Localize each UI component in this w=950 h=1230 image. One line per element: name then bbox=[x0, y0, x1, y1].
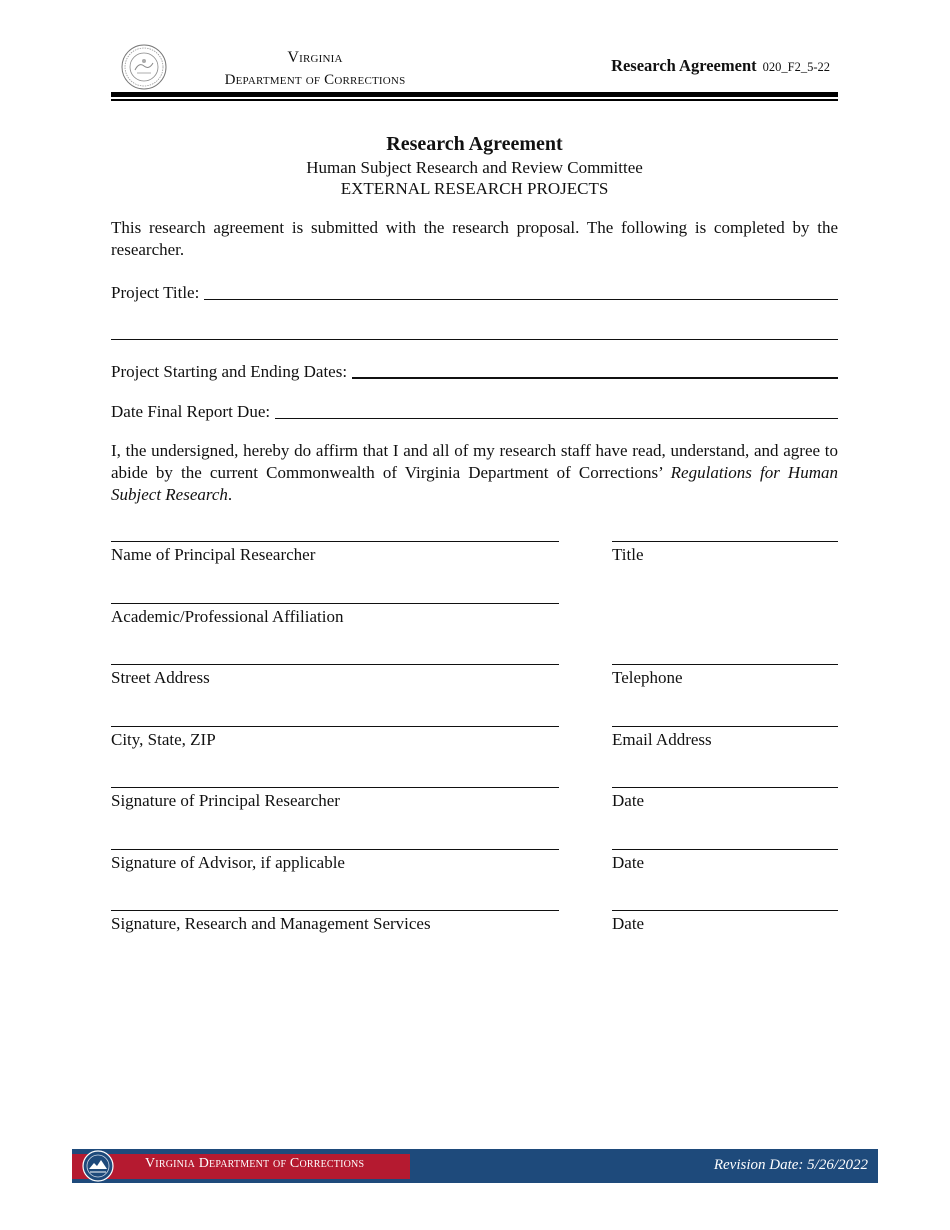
report-due-label: Date Final Report Due: bbox=[111, 402, 271, 421]
project-dates-field[interactable] bbox=[111, 358, 838, 382]
sig-caption: Signature, Research and Management Services bbox=[111, 914, 431, 933]
sig-email[interactable] bbox=[612, 726, 838, 750]
document-title: Research Agreement bbox=[386, 133, 563, 155]
committee-name: Human Subject Research and Review Committee bbox=[306, 158, 643, 177]
sig-date-principal[interactable] bbox=[612, 787, 838, 811]
affirmation-text: I, the undersigned, hereby do affirm that I and all of my research staff have read, understand, and agree to abide by the current Commonwealth of Virginia Department of Corrections’ bbox=[111, 441, 838, 482]
project-type: EXTERNAL RESEARCH PROJECTS bbox=[340, 179, 609, 198]
affirmation-paragraph bbox=[111, 440, 838, 506]
sig-line[interactable] bbox=[612, 541, 838, 542]
sig-line[interactable] bbox=[612, 849, 838, 850]
header-rule-thin bbox=[111, 99, 838, 101]
sig-line[interactable] bbox=[612, 787, 838, 788]
sig-caption: Telephone bbox=[612, 668, 683, 687]
sig-advisor-signature[interactable] bbox=[111, 849, 559, 873]
page-footer bbox=[72, 1149, 878, 1183]
report-due-line[interactable] bbox=[275, 400, 838, 419]
sig-caption: Signature of Advisor, if applicable bbox=[111, 853, 345, 872]
regulations-title: Regulations for Human Subject Research bbox=[111, 463, 838, 504]
sig-telephone[interactable] bbox=[612, 664, 838, 688]
virginia-seal-icon bbox=[82, 1150, 114, 1182]
sig-line[interactable] bbox=[111, 849, 559, 850]
dept-line-1: Virginia bbox=[287, 49, 343, 66]
sig-caption: Name of Principal Researcher bbox=[111, 545, 316, 564]
report-due-field[interactable] bbox=[111, 398, 838, 422]
project-dates-line[interactable] bbox=[352, 359, 838, 379]
sig-name-principal[interactable] bbox=[111, 541, 559, 565]
sig-title[interactable] bbox=[612, 541, 838, 565]
sig-line[interactable] bbox=[111, 603, 559, 604]
project-title-label: Project Title: bbox=[111, 283, 200, 302]
title-block bbox=[111, 131, 838, 199]
sig-caption: Date bbox=[612, 914, 645, 933]
sig-caption: Title bbox=[612, 545, 644, 564]
project-dates-label: Project Starting and Ending Dates: bbox=[111, 362, 348, 381]
page-header bbox=[111, 40, 838, 98]
footer-department: Virginia Department of Corrections bbox=[145, 1156, 365, 1171]
sig-affiliation[interactable] bbox=[111, 603, 559, 627]
form-identifier bbox=[611, 56, 830, 76]
sig-line[interactable] bbox=[612, 726, 838, 727]
header-rule-thick bbox=[111, 92, 838, 97]
project-title-line-2[interactable] bbox=[111, 339, 838, 340]
sig-date-rms[interactable] bbox=[612, 910, 838, 934]
sig-street-address[interactable] bbox=[111, 664, 559, 688]
sig-caption: Date bbox=[612, 853, 645, 872]
sig-line[interactable] bbox=[111, 910, 559, 911]
sig-city-state-zip[interactable] bbox=[111, 726, 559, 750]
form-code: 020_F2_5-22 bbox=[762, 60, 830, 74]
affirmation-end: . bbox=[227, 485, 233, 504]
sig-caption: Email Address bbox=[612, 730, 712, 749]
sig-caption: Academic/Professional Affiliation bbox=[111, 607, 344, 626]
sig-date-advisor[interactable] bbox=[612, 849, 838, 873]
sig-caption: Signature of Principal Researcher bbox=[111, 791, 340, 810]
project-title-field[interactable] bbox=[111, 279, 838, 303]
sig-line[interactable] bbox=[111, 664, 559, 665]
sig-line[interactable] bbox=[111, 787, 559, 788]
sig-line[interactable] bbox=[111, 541, 559, 542]
sig-caption: City, State, ZIP bbox=[111, 730, 216, 749]
sig-caption: Date bbox=[612, 791, 645, 810]
sig-principal-signature[interactable] bbox=[111, 787, 559, 811]
sig-caption: Street Address bbox=[111, 668, 210, 687]
department-name bbox=[185, 47, 445, 91]
sig-line[interactable] bbox=[111, 726, 559, 727]
project-title-line[interactable] bbox=[204, 281, 838, 300]
revision-date: Revision Date: 5/26/2022 bbox=[713, 1157, 868, 1173]
dept-line-2: Department of Corrections bbox=[224, 72, 406, 88]
sig-line[interactable] bbox=[612, 664, 838, 665]
virginia-seal-icon bbox=[121, 44, 167, 90]
intro-paragraph: This research agreement is submitted with the research proposal. The following is completed by the researcher. bbox=[111, 218, 838, 259]
form-title: Research Agreement bbox=[611, 56, 757, 75]
sig-rms-signature[interactable] bbox=[111, 910, 559, 934]
sig-line[interactable] bbox=[612, 910, 838, 911]
